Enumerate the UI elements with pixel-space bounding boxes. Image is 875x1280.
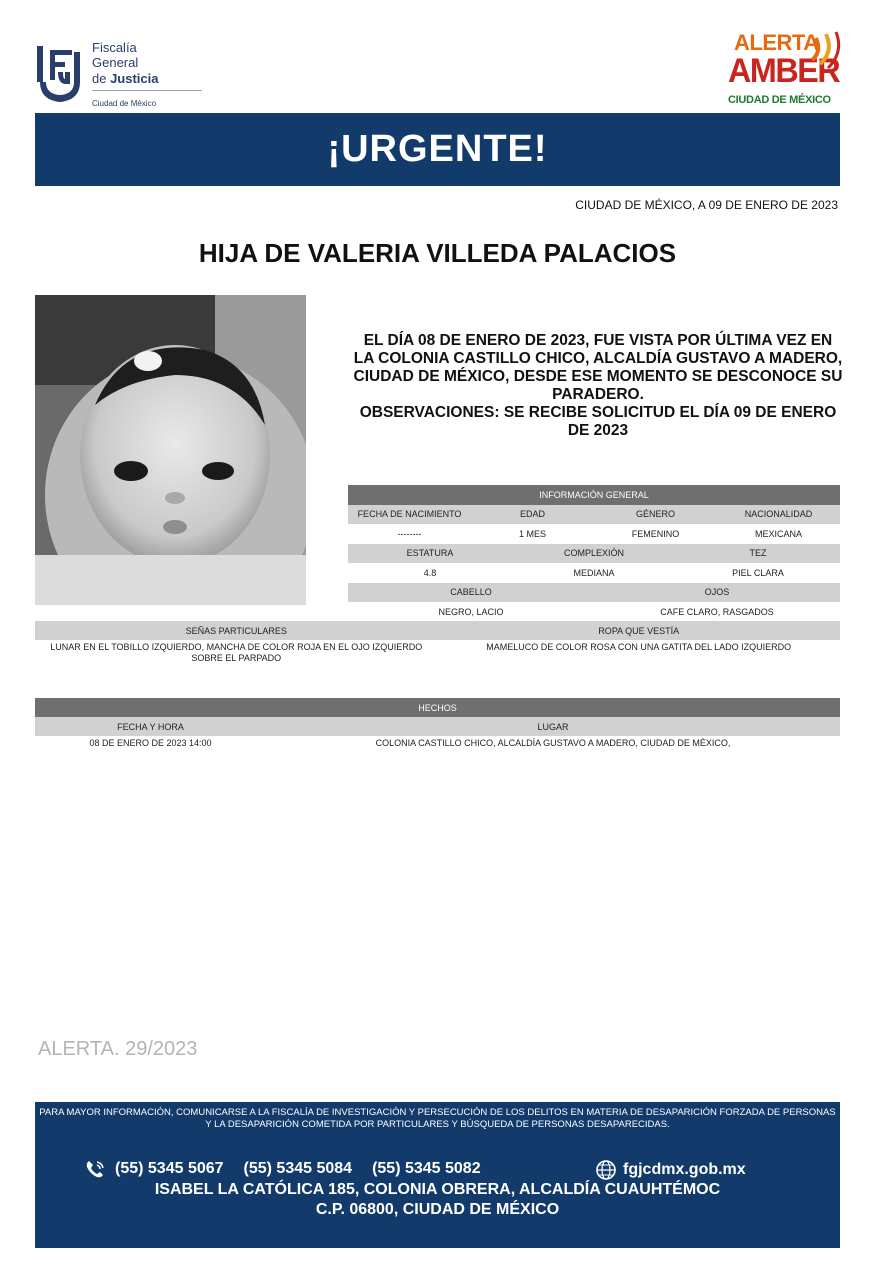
description	[352, 332, 844, 440]
baby-photo-illustration	[35, 295, 306, 605]
value-birth-date: --------	[397, 528, 422, 539]
header-nationality: NACIONALIDAD	[744, 509, 813, 520]
header-distinguishing-marks: SEÑAS PARTICULARES	[185, 625, 287, 636]
facts-title: HECHOS	[418, 702, 457, 713]
value-age: 1 MES	[518, 528, 546, 539]
header-hair: CABELLO	[450, 587, 492, 598]
fgj-logo	[36, 32, 176, 108]
contact-footer	[35, 1102, 840, 1248]
header-build: COMPLEXIÓN	[563, 548, 624, 559]
table-row	[348, 544, 840, 564]
logo-text-justicia	[92, 71, 159, 86]
value-build: MEDIANA	[573, 567, 615, 578]
table-row	[35, 736, 840, 750]
logo-divider	[92, 90, 202, 91]
logo-text-justicia-bold: Justicia	[110, 71, 159, 86]
table-row	[348, 505, 840, 525]
phone-number-1[interactable]: (55) 5345 5067	[115, 1160, 224, 1177]
phone-numbers	[85, 1159, 501, 1179]
description-text: EL DÍA 08 DE ENERO DE 2023, FUE VISTA POR ÚLTIMA VEZ EN LA COLONIA CASTILLO CHICO, ALCALDÍA GUSTAVO A MADERO, CIUDAD DE MÉXICO, DESDE ESE MOMENTO SE DESCONOCE SU PARADERO.	[353, 332, 843, 403]
table-row	[348, 583, 840, 603]
header-date-time: FECHA Y HORA	[117, 721, 184, 732]
value-distinguishing-marks: LUNAR EN EL TOBILLO IZQUIERDO, MANCHA DE COLOR ROJA EN EL OJO IZQUIERDO SOBRE EL PARPADO	[50, 642, 423, 663]
table-row	[348, 602, 840, 622]
general-info-title-row	[348, 485, 840, 505]
features-table	[35, 621, 840, 664]
header-place: LUGAR	[537, 721, 569, 732]
header-clothing: ROPA QUE VESTÍA	[598, 625, 680, 636]
logo-text-fiscalia: Fiscalía	[92, 40, 137, 55]
header-eyes: OJOS	[704, 587, 730, 598]
phone-number-3[interactable]: (55) 5345 5082	[372, 1160, 481, 1177]
website	[595, 1159, 746, 1181]
amber-alert-logo	[724, 28, 844, 112]
alert-number: ALERTA. 29/2023	[38, 1038, 198, 1060]
logo-text-cdmx: Ciudad de México	[92, 99, 157, 108]
value-eyes: CAFE CLARO, RASGADOS	[660, 606, 774, 617]
value-clothing: MAMELUCO DE COLOR ROSA CON UNA GATITA DEL LADO IZQUIERDO	[486, 642, 792, 652]
date-line: CIUDAD DE MÉXICO, A 09 DE ENERO DE 2023	[575, 198, 838, 212]
general-info-title: INFORMACIÓN GENERAL	[539, 489, 649, 500]
table-row	[348, 563, 840, 583]
phone-number-2[interactable]: (55) 5345 5084	[243, 1160, 353, 1177]
table-row	[348, 524, 840, 544]
globe-icon	[595, 1159, 617, 1181]
missing-person-photo	[35, 295, 306, 605]
value-nationality: MEXICANA	[754, 528, 802, 539]
header-birth-date: FECHA DE NACIMIENTO	[357, 509, 462, 520]
value-complexion: PIEL CLARA	[732, 567, 784, 578]
header-gender: GÉNERO	[635, 509, 675, 520]
address-line-2: C.P. 06800, CIUDAD DE MÉXICO	[315, 1201, 560, 1218]
facts-table	[35, 698, 840, 750]
value-height: 4.8	[423, 567, 437, 578]
value-gender: FEMENINO	[631, 528, 680, 539]
value-date-time: 08 DE ENERO DE 2023 14:00	[89, 738, 212, 748]
header-age: EDAD	[519, 509, 545, 520]
phone-icon	[85, 1159, 107, 1179]
amber-logo-cdmx: CIUDAD DE MÉXICO	[728, 94, 831, 106]
logo-text-general: General	[92, 55, 139, 70]
header-height: ESTATURA	[406, 548, 454, 559]
amber-waves-icon	[808, 30, 842, 70]
header-complexion: TEZ	[749, 548, 767, 559]
footer-info-text: PARA MAYOR INFORMACIÓN, COMUNICARSE A LA FISCALÍA DE INVESTIGACIÓN Y PERSECUCIÓN DE LOS DELITOS EN MATERIA DE DESAPARICIÓN FORZADA DE PERSONAS Y LA DESAPARICIÓN COMETIDA POR PARTICULARES Y BÚSQUEDA DE PERSONAS DESAPARECIDAS.	[39, 1107, 836, 1130]
general-info-table	[348, 485, 840, 622]
observations-text: OBSERVACIONES: SE RECIBE SOLICITUD EL DÍA 09 DE ENERO DE 2023	[359, 404, 837, 439]
table-row	[35, 717, 840, 736]
value-hair: NEGRO, LACIO	[438, 606, 504, 617]
website-link[interactable]: fgjcdmx.gob.mx	[623, 1161, 746, 1178]
amber-logo-amber: AMBER	[728, 52, 840, 90]
value-place: COLONIA CASTILLO CHICO, ALCALDÍA GUSTAVO A MADERO, CIUDAD DE MÉXICO,	[375, 738, 731, 748]
fgj-emblem-icon	[36, 40, 86, 106]
address-line-1: ISABEL LA CATÓLICA 185, COLONIA OBRERA, ALCALDÍA CUAUHTÉMOC	[154, 1181, 721, 1198]
facts-title-row	[35, 698, 840, 717]
table-row	[35, 640, 840, 664]
table-row	[35, 621, 840, 640]
person-name: HIJA DE VALERIA VILLEDA PALACIOS	[198, 238, 677, 268]
urgent-banner: ¡URGENTE!	[35, 113, 840, 186]
logo-text-de: de	[92, 71, 111, 86]
amber-logo-alerta: ALERTA	[734, 30, 819, 55]
